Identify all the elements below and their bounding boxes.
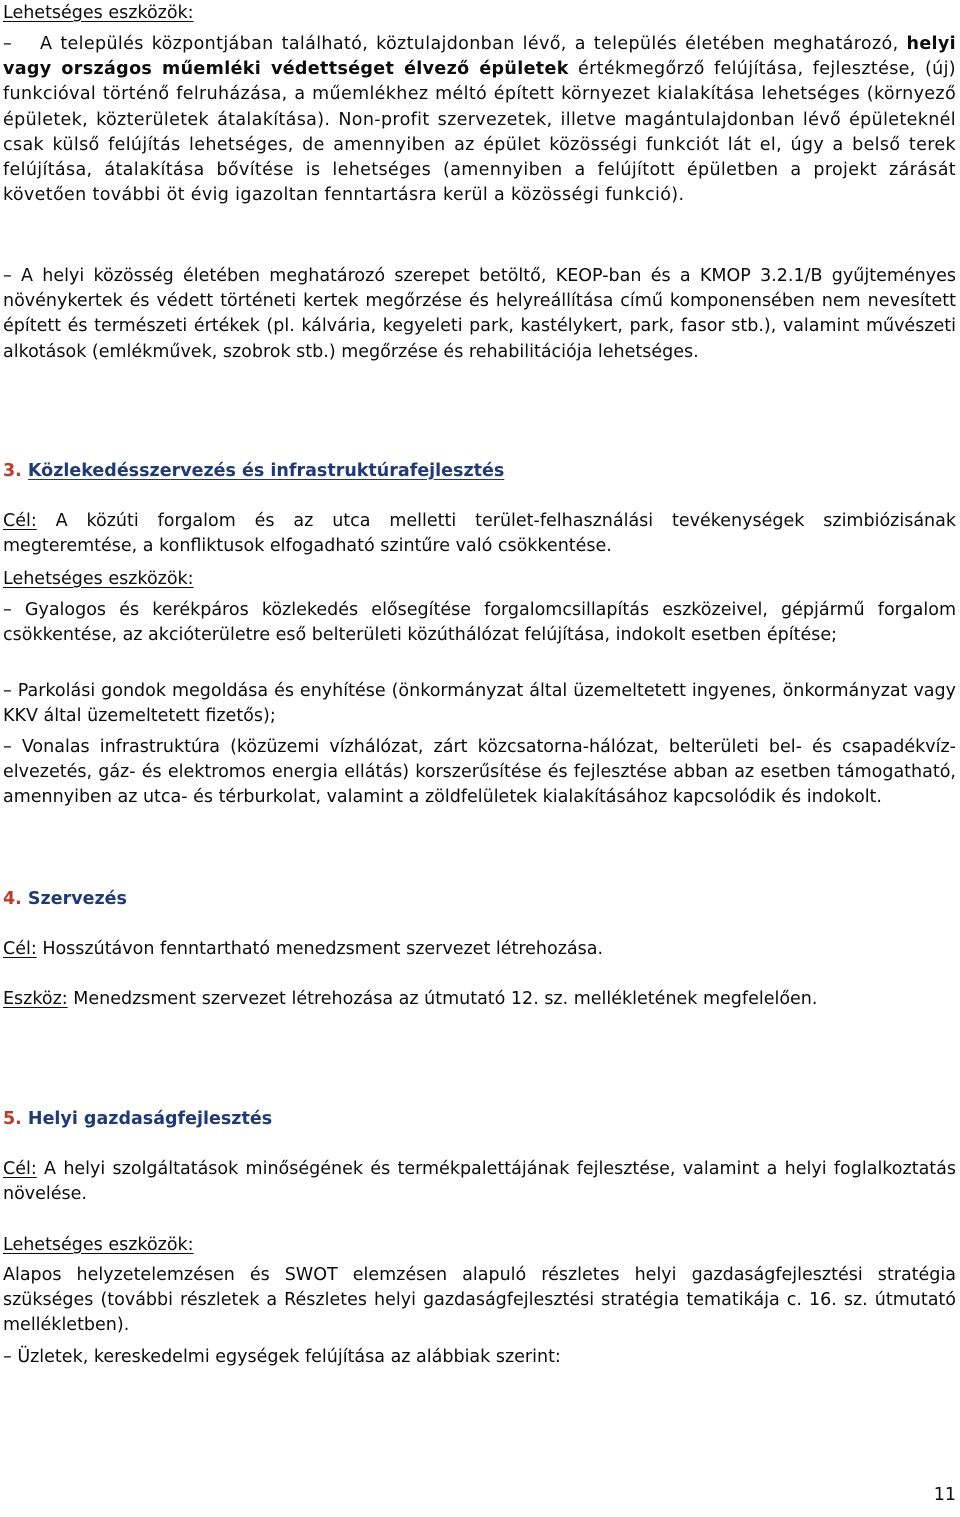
goal-paragraph: Cél: A helyi szolgáltatások minőségének és termékpalettájának fejlesztése, valamint a helyi foglalkoztatás növelése. (3, 1159, 956, 1205)
list-item: – Gyalogos és kerékpáros közlekedés elősegítése forgalomcsillapítás eszközeivel, gépjármű forgalom csökkentése, az akcióterületre eső belterületi közúthálózat felújítása, indokolt esetben építése; (3, 600, 956, 646)
section-heading: 5. Helyi gazdaságfejlesztés (3, 1109, 273, 1129)
list-item: – Parkolási gondok megoldása és enyhítése (önkormányzat által üzemeltetett ingyenes, önkormányzat vagy KKV által üzemeltetett fizetős); (3, 681, 956, 727)
section-heading: 4. Szervezés (3, 889, 127, 909)
page-number: 11 (933, 1485, 956, 1505)
list-item: – A helyi közösség életében meghatározó szerepet betöltő, KEOP-ban és a KMOP 3.2.1/B gyűjteményes növénykertek és védett történeti kertek megőrzése és helyreállítása című komponensében nem nevesített épített és természeti értékek (pl. kálvária, kegyeleti park, kastélykert, park, fasor stb.), valamint művészeti alkotások (emlékművek, szobrok stb.) megőrzése és rehabilitációja lehetséges. (3, 266, 956, 362)
tools-label: Lehetséges eszközök: (3, 1235, 194, 1255)
goal-paragraph: Cél: A közúti forgalom és az utca melletti terület-felhasználási tevékenységek szimbiózisának megteremtése, a konfliktusok elfogadható szintűre való csökkentése. (3, 511, 956, 557)
tool-paragraph: Eszköz: Menedzsment szervezet létrehozása az útmutató 12. sz. mellékletének megfelelően. (3, 989, 818, 1009)
list-item: – Üzletek, kereskedelmi egységek felújítása az alábbiak szerint: (3, 1347, 561, 1367)
tools-label: Lehetséges eszközök: (3, 3, 194, 23)
list-item: – A település központjában található, köztulajdonban lévő, a település életében meghatározó, helyi vagy országos műemléki védettséget élvező épületek értékmegőrző felújítása, fejlesztése, (új) funkcióval történő felruházása, a műemlékhez méltó épített környezet kialakítása lehetséges (környező épületek, közterületek átalakítása). Non-profit szervezetek, illetve magántulajdonban lévő épületeknél csak külső felújítás lehetséges, de amennyiben az épület közösségi funkciót lát el, úgy a belső terek felújítása, átalakítása bővítése is lehetséges (amennyiben a felújított épületben a projekt zárását követően további öt évig igazoltan fenntartásra kerül a közösségi funkció). (3, 34, 956, 206)
section-heading: 3. Közlekedésszervezés és infrastruktúrafejlesztés (3, 461, 505, 481)
tools-label: Lehetséges eszközök: (3, 569, 194, 589)
list-item: – Vonalas infrastruktúra (közüzemi vízhálózat, zárt közcsatorna-hálózat, belterületi bel- és csapadékvíz-elvezetés, gáz- és elektromos energia ellátás) korszerűsítése és fejlesztése abban az esetben támogatható, amennyiben az utca- és térburkolat, valamint a zöldfelületek kialakításához kapcsolódik és indokolt. (3, 737, 956, 808)
goal-paragraph: Cél: Hosszútávon fenntartható menedzsment szervezet létrehozása. (3, 939, 604, 959)
body-paragraph: Alapos helyzetelemzésen és SWOT elemzésen alapuló részletes helyi gazdaságfejlesztési stratégia szükséges (további részletek a Részletes helyi gazdaságfejlesztési stratégia tematikája c. 16. sz. útmutató mellékletben). (3, 1265, 956, 1336)
